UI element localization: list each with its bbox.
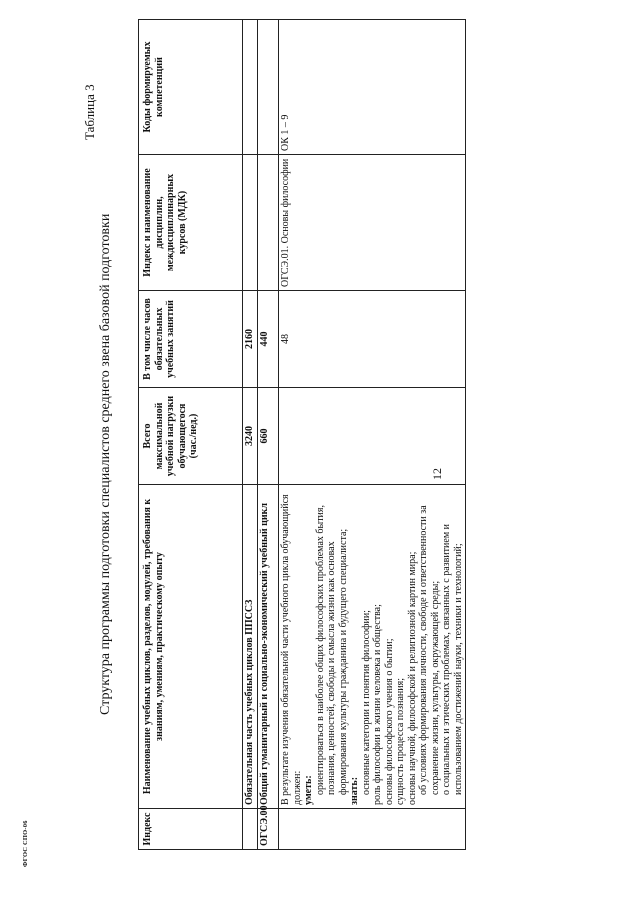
table-caption: Таблица 3 xyxy=(82,84,97,140)
knowledge-item: основные категории и понятия философии; xyxy=(360,610,372,795)
content-competencies: ОК 1 – 9 xyxy=(279,20,466,155)
skills-label: уметь: xyxy=(303,775,314,805)
footer-code: ФГОС СПО-06 xyxy=(22,820,29,867)
knowledge-label: знать: xyxy=(349,776,360,805)
cycle-max-load: 660 xyxy=(258,388,279,485)
knowledge-item: об условиях формирования личности, свободе и ответственности за сохранение жизни, культуры, окружающей среды; xyxy=(418,505,441,795)
content-index xyxy=(279,809,466,850)
total-row xyxy=(243,20,258,850)
total-index xyxy=(243,809,258,850)
knowledge-item: основы научной, философской и религиозной картин мира; xyxy=(406,551,418,805)
cycle-competencies xyxy=(258,20,279,155)
total-competencies xyxy=(243,20,258,155)
knowledge-item: сущность процесса познания; xyxy=(395,678,406,805)
header-max-load: Всего максимальной учебной нагрузки обучающегося (час./нед.) xyxy=(139,388,243,485)
total-max-load: 3240 xyxy=(243,388,258,485)
header-index: Индекс xyxy=(139,809,243,850)
header-competencies: Коды формируемых компетенций xyxy=(139,20,243,155)
header-mandatory: В том числе часов обязательных учебных занятий xyxy=(139,291,243,388)
structure-table xyxy=(138,19,466,850)
requirements-intro: В результате изучения обязательной части учебного цикла обучающийся должен: xyxy=(280,494,303,805)
knowledge-item: роль философии в жизни человека и общества; xyxy=(372,604,383,805)
total-discipline xyxy=(243,155,258,291)
header-row xyxy=(139,20,243,850)
cycle-mandatory: 440 xyxy=(258,291,279,388)
total-mandatory: 2160 xyxy=(243,291,258,388)
page-title: Структура программы подготовки специалистов среднего звена базовой подготовки xyxy=(98,213,113,715)
content-max-load xyxy=(279,388,466,485)
header-discipline: Индекс и наименование дисциплин, междисциплинарных курсов (МДК) xyxy=(139,155,243,291)
knowledge-item: о социальных и этических проблемах, связанных с развитием и использованием достижений науки, техники и технологий; xyxy=(441,523,464,795)
knowledge-item: основы философского учения о бытии; xyxy=(383,638,395,805)
header-name: Наименование учебных циклов, разделов, модулей, требования к знаниям, умениям, практическому опыту xyxy=(139,485,243,809)
page-number: 12 xyxy=(430,468,444,480)
content-row xyxy=(279,20,466,850)
skill-item: ориентироваться в наиболее общих философских проблемах бытия, познания, ценностей, свободы и смысла жизни как основах формирования культуры гражданина и будущего специалиста; xyxy=(314,504,349,795)
content-requirements xyxy=(279,485,466,809)
cycle-index: ОГСЭ.00 xyxy=(258,809,279,850)
total-name: Обязательная часть учебных циклов ППССЗ xyxy=(243,485,258,809)
content-mandatory: 48 xyxy=(279,291,466,388)
content-discipline: ОГСЭ.01. Основы философии xyxy=(279,155,466,291)
cycle-discipline xyxy=(258,155,279,291)
cycle-name: Общий гуманитарный и социально-экономический учебный цикл xyxy=(258,485,279,809)
cycle-row xyxy=(258,20,279,850)
